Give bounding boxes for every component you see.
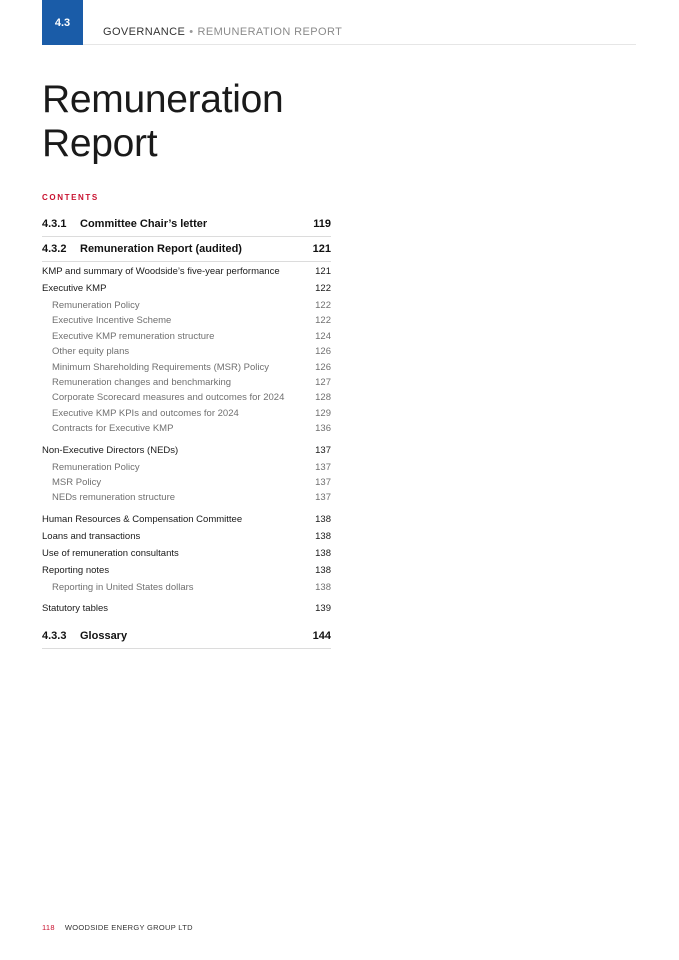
- toc-section-number: 4.3.3: [42, 630, 67, 643]
- breadcrumb-page: REMUNERATION REPORT: [197, 26, 343, 38]
- toc-page-number: 129: [315, 407, 331, 419]
- toc-page-number: 137: [315, 461, 331, 473]
- section-number-tab: 4.3: [42, 0, 83, 45]
- toc-subentry-title: Corporate Scorecard measures and outcomes for 2024: [52, 392, 285, 404]
- toc-page-number: 126: [315, 346, 331, 358]
- page-title-line-2: Report: [42, 122, 158, 165]
- footer-page-number: 118: [42, 923, 55, 932]
- toc-subentry[interactable]: [42, 331, 331, 346]
- toc-subentry[interactable]: [42, 362, 331, 377]
- toc-subentry[interactable]: [42, 315, 331, 330]
- toc-entry-title: Executive KMP: [42, 283, 107, 294]
- breadcrumb-section: GOVERNANCE: [103, 26, 186, 38]
- toc-subentry[interactable]: [42, 462, 331, 477]
- toc-subentry[interactable]: [42, 377, 331, 392]
- toc-subentry-title: Executive KMP remuneration structure: [52, 330, 215, 342]
- toc-page-number: 138: [315, 547, 331, 559]
- toc-entry-neds[interactable]: [42, 445, 331, 462]
- toc-entry-title: Human Resources & Compensation Committee: [42, 513, 243, 525]
- toc-page-number: 138: [315, 581, 331, 593]
- toc-page-number: 126: [315, 361, 331, 373]
- toc-page-number: 122: [315, 315, 331, 327]
- toc-subentry-title: Minimum Shareholding Requirements (MSR) Policy: [52, 361, 269, 373]
- toc-entry-executive-kmp[interactable]: [42, 283, 331, 300]
- contents-label: CONTENTS: [42, 193, 99, 202]
- toc-page-number: 139: [315, 603, 331, 615]
- toc-entry-reporting-notes[interactable]: [42, 565, 331, 582]
- footer-company-name: WOODSIDE ENERGY GROUP LTD: [64, 923, 193, 932]
- toc-page-number: 124: [315, 330, 331, 342]
- toc-subentry-title: Remuneration Policy: [52, 300, 140, 311]
- page-title-line-1: Remuneration: [42, 78, 284, 121]
- toc-page-number: 138: [315, 513, 331, 525]
- toc-section-number: 4.3.1: [42, 218, 67, 230]
- toc-entry-hr-committee[interactable]: [42, 514, 331, 531]
- toc-section-title: Committee Chair’s letter: [80, 218, 208, 230]
- toc-entry-title: Non-Executive Directors (NEDs): [42, 444, 179, 456]
- toc-page-number: 137: [315, 476, 331, 488]
- toc-subentry-title: MSR Policy: [52, 476, 102, 488]
- toc-entry-statutory-tables[interactable]: [42, 603, 331, 620]
- toc-subentry-title: Contracts for Executive KMP: [52, 423, 174, 435]
- toc-section-4-3-3[interactable]: [42, 624, 331, 649]
- breadcrumb-separator: •: [189, 26, 194, 38]
- toc-page-number: 128: [315, 392, 331, 404]
- toc-subentry[interactable]: [42, 477, 331, 492]
- toc-entry-title: KMP and summary of Woodside’s five-year performance: [42, 266, 280, 277]
- toc-subentry[interactable]: [42, 300, 331, 315]
- toc-entry-title: Use of remuneration consultants: [42, 547, 179, 559]
- breadcrumb: [103, 25, 342, 39]
- toc-page-number: 136: [315, 423, 331, 435]
- toc-section-title: Remuneration Report (audited): [80, 243, 242, 255]
- toc-subentry-title: Remuneration Policy: [52, 461, 140, 473]
- toc-entry-loans[interactable]: [42, 531, 331, 548]
- toc-subentry-title: NEDs remuneration structure: [52, 492, 176, 504]
- toc-subentry-title: Executive KMP KPIs and outcomes for 2024: [52, 407, 239, 419]
- toc-entry-title: Statutory tables: [42, 603, 109, 615]
- toc-entry-consultants[interactable]: [42, 548, 331, 565]
- toc-subentry[interactable]: [42, 492, 331, 507]
- toc-entry-kmp-summary[interactable]: [42, 266, 331, 283]
- page-title: [42, 78, 283, 166]
- toc-page-number: 121: [315, 266, 331, 277]
- toc-page-number: 122: [315, 283, 331, 294]
- toc-entry-title: Reporting notes: [42, 564, 110, 576]
- toc-subentry[interactable]: [42, 392, 331, 407]
- toc-subentry[interactable]: [42, 408, 331, 423]
- toc-page-number: 138: [315, 564, 331, 576]
- toc-subentry-title: Other equity plans: [52, 346, 130, 358]
- toc-page-number: 121: [312, 243, 331, 255]
- toc-page-number: 144: [312, 630, 331, 643]
- toc-subentry-title: Reporting in United States dollars: [52, 581, 194, 593]
- toc-subentry-title: Remuneration changes and benchmarking: [52, 376, 232, 388]
- toc-page-number: 122: [315, 300, 331, 311]
- toc-section-title: Glossary: [80, 630, 128, 643]
- toc-section-4-3-2[interactable]: [42, 237, 331, 262]
- toc-page-number: 119: [313, 218, 331, 230]
- toc-subentry[interactable]: [42, 582, 331, 597]
- toc-section-number: 4.3.2: [42, 243, 67, 255]
- toc-subentry[interactable]: [42, 346, 331, 361]
- page-footer: [42, 923, 193, 932]
- toc-entry-title: Loans and transactions: [42, 530, 141, 542]
- toc-page-number: 137: [315, 492, 331, 504]
- toc-page-number: 138: [315, 530, 331, 542]
- toc-subentry[interactable]: [42, 423, 331, 438]
- toc-subentry-title: Executive Incentive Scheme: [52, 315, 172, 327]
- toc-page-number: 127: [315, 376, 331, 388]
- toc-section-4-3-1[interactable]: [42, 212, 331, 237]
- header-divider: [83, 44, 636, 45]
- table-of-contents: [42, 212, 331, 649]
- toc-page-number: 137: [315, 444, 331, 456]
